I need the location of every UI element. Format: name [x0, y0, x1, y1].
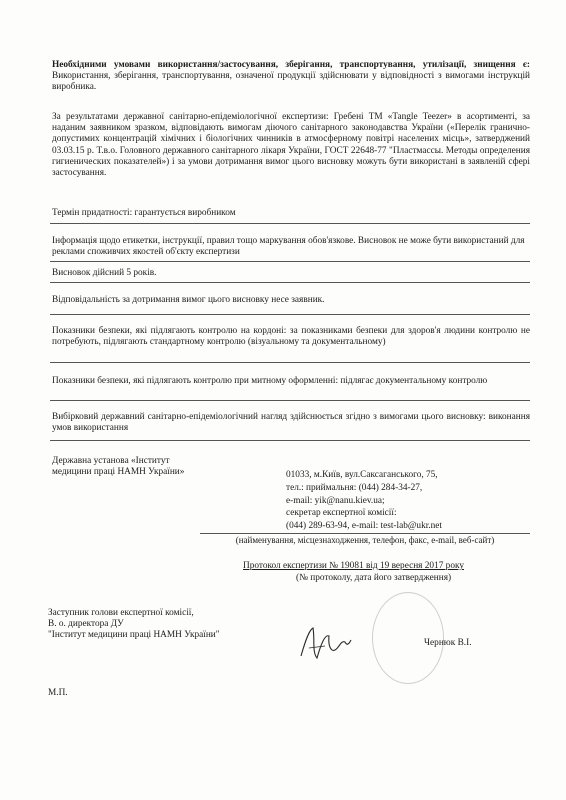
institution-secretary: секретар експертної комісії:: [286, 508, 397, 518]
signatory-line2: В. о. директора ДУ: [48, 619, 124, 629]
conditions-lead: Необхідними умовами використання/застосування, зберігання, транспортування, утилізації, знищення є:: [52, 60, 530, 70]
signatory-line1: Заступник голови експертної комісії,: [48, 608, 194, 618]
institution-name-line1: Державна установа «Інститут: [52, 456, 170, 466]
signatory-line3: "Інститут медицини праці НАМН України": [48, 630, 220, 640]
institution-phone: тел.: приймальня: (044) 284-34-27,: [286, 483, 423, 493]
results-paragraph: За результатами державної санітарно-епідеміологічної експертизи: Гребені ТМ «Tangle Teezer» в асортименті, за наданим заявником зразком, відповідають вимогам діючого санітарного законодавства України («Перелік гранично-допустимих концентрацій хімічних і біологічних чинників в атмосферному повітрі населених місць», затверджений 03.03.15 р. Т.в.о. Головного державного санітарного лікаря України, ГОСТ 22648-77 "Пластмассы. Методы определения гигиенических показателей») і за умови дотримання вимог цього висновку можуть бути використані в заявленій сфері застосування.: [52, 112, 530, 179]
supervision-note: Вибірковий державний санітарно-епідеміологічний нагляд здійснюється згідно з вимогами цього висновку: виконання умов використання: [52, 412, 530, 434]
seal-mark: М.П.: [48, 688, 68, 698]
institution-email: e-mail: yik@nanu.kiev.ua;: [286, 496, 385, 506]
shelf-life: Термін придатності: гарантується виробником: [52, 208, 236, 218]
protocol-text: Протокол експертизи № 19081 від 19 вересня 2017 року: [243, 561, 465, 571]
divider-4: [50, 314, 530, 315]
institution-secretary-contact: (044) 289-63-94, e-mail: test-lab@ukr.net: [286, 521, 442, 531]
signatory-name: Чернюк В.І.: [424, 638, 472, 648]
institution-underline: [200, 533, 530, 534]
validity-note: Висновок дійсний 5 років.: [52, 268, 157, 278]
handwritten-signature: [295, 622, 355, 664]
conditions-text: Використання, зберігання, транспортування, означеної продукції здійснювати у відповідності з вимогами інструкцій виробника.: [52, 71, 530, 93]
divider-1: [50, 223, 530, 224]
institution-name-line2: медицини праці НАМН України»: [52, 467, 185, 477]
divider-3: [50, 282, 530, 283]
institution-caption: (найменування, місцезнаходження, телефон, факс, e-mail, веб-сайт): [235, 535, 495, 545]
institution-address: 01033, м.Київ, вул.Саксаганського, 75,: [286, 470, 438, 480]
divider-7: [50, 440, 530, 441]
conditions-section: [52, 60, 530, 94]
divider-5: [50, 362, 530, 363]
divider-6: [50, 400, 530, 401]
divider-2: [50, 261, 530, 262]
responsibility-note: Відповідальність за дотримання вимог цього висновку несе заявник.: [52, 295, 325, 305]
border-control-note: Показники безпеки, які підлягають контролю на кордоні: за показниками безпеки для здоров'я людини контролю не потребують, підлягають стандартному контролю (візуальному та документальному): [52, 326, 530, 348]
labeling-note: Інформація щодо етикетки, інструкції, правил тощо маркування обов'язкове. Висновок не може бути використаний для реклами споживчих якостей об'єкту експертизи: [52, 236, 525, 258]
protocol-caption: (№ протоколу, дата його затвердження): [296, 573, 452, 583]
customs-control-note: Показники безпеки, які підлягають контролю при митному оформленні: підлягає документальному контролю: [52, 376, 488, 386]
